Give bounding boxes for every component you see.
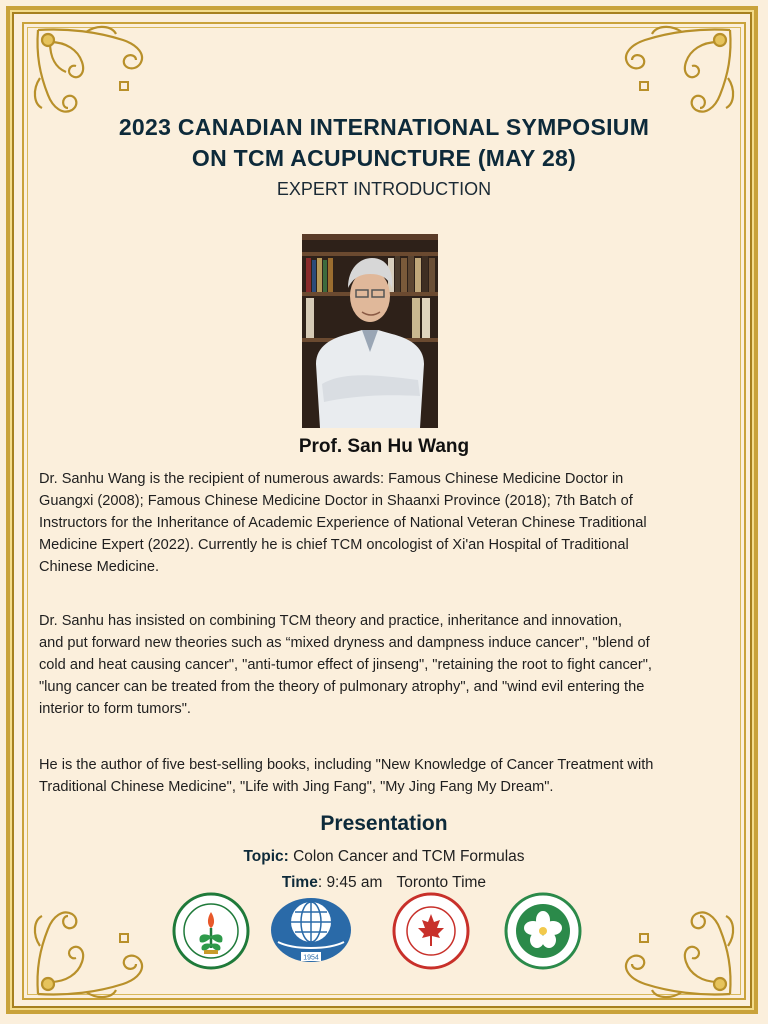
bio-line: cold and heat causing cancer", "anti-tumor effect of jinseng", "retaining the root to fight cancer", [39, 657, 652, 673]
bio-paragraph-2 [39, 610, 733, 720]
page-subtitle: EXPERT INTRODUCTION [276, 179, 492, 199]
bio-line: Instructors for the Inheritance of Academic Experience of National Veteran Chinese Traditional [39, 515, 647, 531]
bio-line: "lung cancer can be treated from the theory of pulmonary atrophy", and "wind evil entering the [39, 679, 645, 695]
title-line-1: 2023 CANADIAN INTERNATIONAL SYMPOSIUM [118, 114, 650, 140]
page-title [0, 112, 768, 174]
bio-line: He is the author of five best-selling books, including "New Knowledge of Cancer Treatment with [39, 757, 654, 773]
topic-label: Topic: [243, 848, 289, 865]
presentation-topic [0, 848, 768, 866]
sponsor-logos [0, 892, 768, 972]
bio-line: interior to form tumors". [39, 701, 191, 717]
alumni-logo-icon [504, 892, 582, 970]
time-value: : 9:45 am [317, 874, 383, 891]
bio-paragraph-1 [39, 468, 733, 578]
bio-line: Dr. Sanhu Wang is the recipient of numerous awards: Famous Chinese Medicine Doctor in [39, 471, 624, 487]
presentation-time [0, 874, 768, 892]
bio-line: Traditional Chinese Medicine", "Life with Jing Fang", "My Jing Fang My Dream". [39, 779, 554, 795]
presentation-heading: Presentation [320, 812, 448, 835]
time-label: Time [281, 874, 318, 891]
bio-line: Chinese Medicine. [39, 559, 160, 575]
bio-line: and put forward new theories such as “mixed dryness and dampness induce cancer", "blend of [39, 635, 650, 651]
corner-ornament-icon [610, 20, 740, 120]
topic-value: Colon Cancer and TCM Formulas [293, 848, 525, 865]
logo-year: 1954 [303, 954, 319, 962]
bio-line: Guangxi (2008); Famous Chinese Medicine Doctor in Shaanxi Province (2018); 7th Batch of [39, 493, 633, 509]
college-logo-icon [172, 892, 250, 970]
title-line-2: ON TCM ACUPUNCTURE (MAY 28) [191, 145, 577, 171]
corner-ornament-icon [28, 20, 158, 120]
speaker-photo [302, 234, 438, 428]
bio-paragraph-3 [39, 754, 733, 798]
time-zone: Toronto Time [396, 874, 487, 891]
bio-line: Medicine Expert (2022). Currently he is chief TCM oncologist of Xi'an Hospital of Traditional [39, 537, 629, 553]
university-logo-icon [268, 892, 354, 970]
speaker-name: Prof. San Hu Wang [298, 436, 470, 457]
association-logo-icon [392, 892, 470, 970]
bio-line: Dr. Sanhu has insisted on combining TCM theory and practice, inheritance and innovation, [39, 613, 623, 629]
